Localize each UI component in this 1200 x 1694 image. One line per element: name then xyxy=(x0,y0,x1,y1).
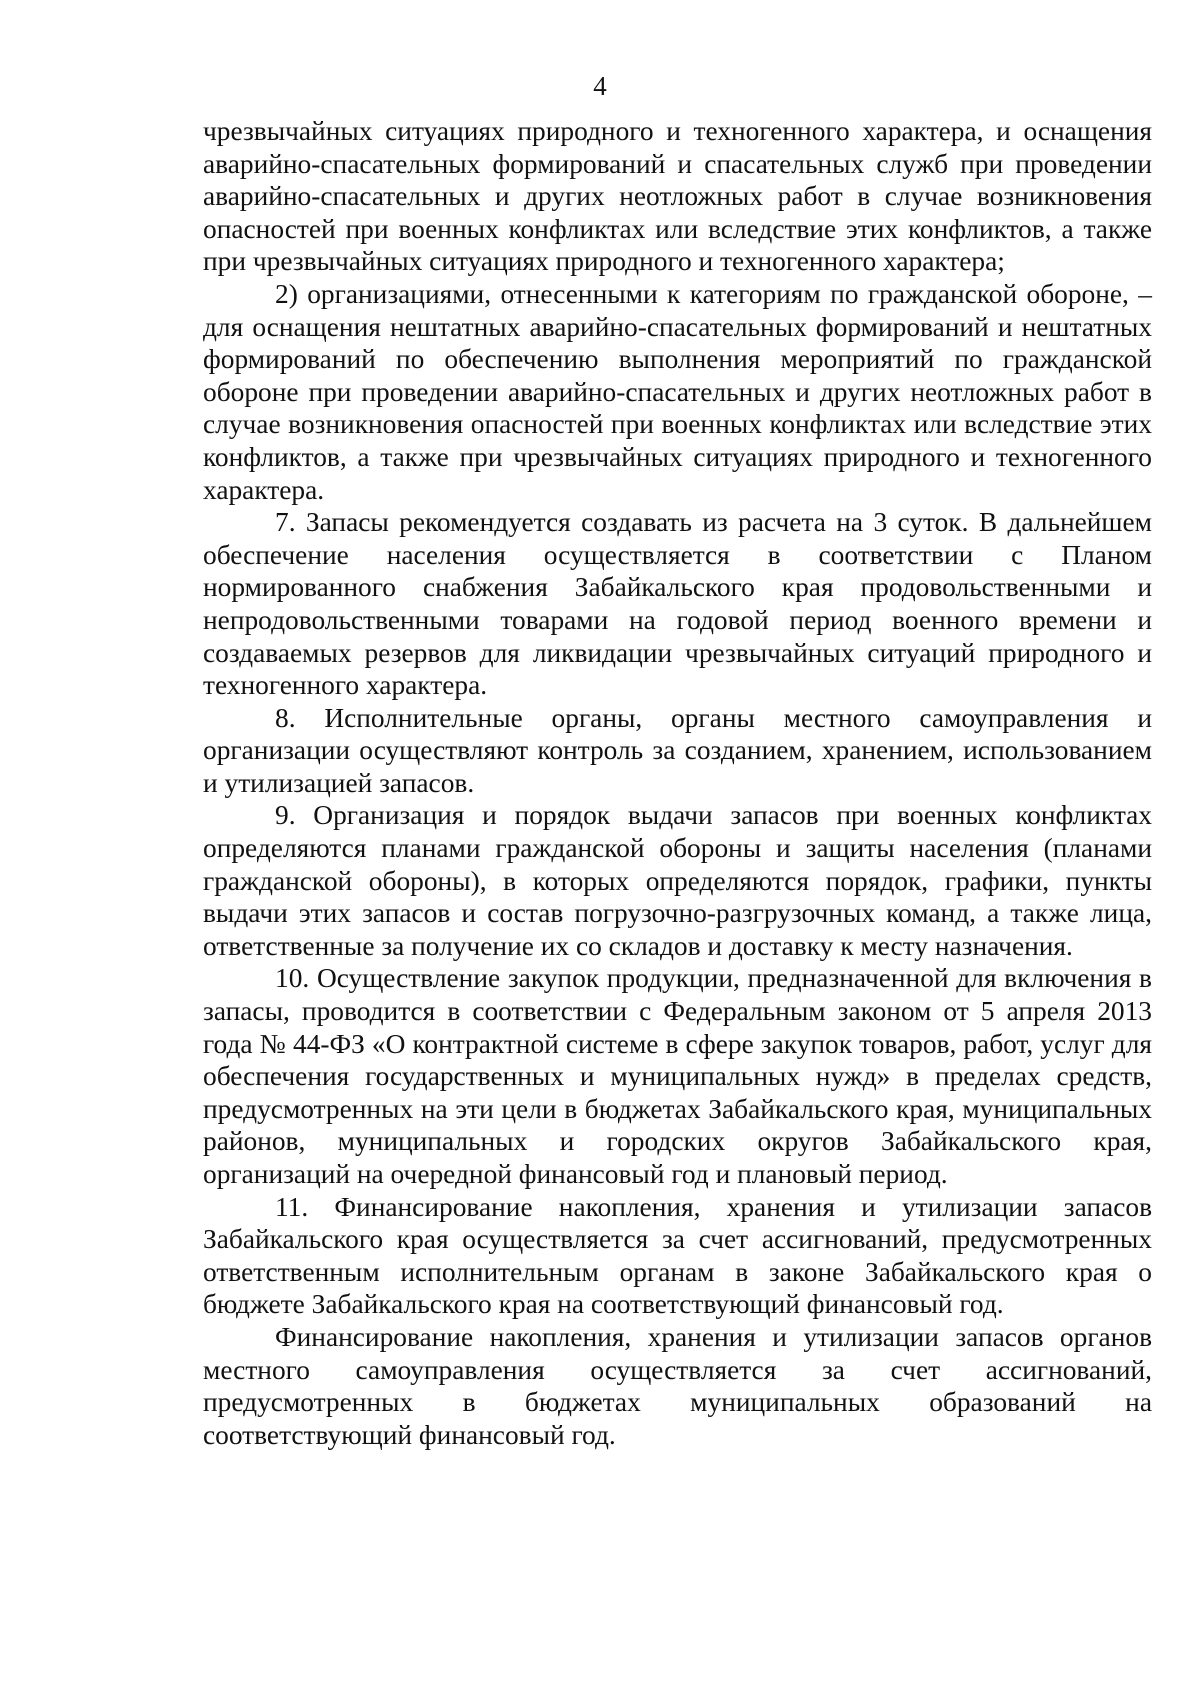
page-number: 4 xyxy=(593,71,607,101)
document-body xyxy=(203,115,1152,1451)
paragraph-item-7: 7. Запасы рекомендуется создавать из расчета на 3 суток. В дальнейшем обеспечение населения осуществляется в соответствии с Планом нормированного снабжения Забайкальского края продовольственными и непродовольственными товарами на годовой период военного времени и создаваемых резервов для ликвидации чрезвычайных ситуаций природного и техногенного характера. xyxy=(203,507,1152,701)
paragraph-item-10: 10. Осуществление закупок продукции, предназначенной для включения в запасы, проводится в соответствии с Федеральным законом от 5 апреля 2013 года № 44-ФЗ «О контрактной системе в сфере закупок товаров, работ, услуг для обеспечения государственных и муниципальных нужд» в пределах средств, предусмотренных на эти цели в бюджетах Забайкальского края, муниципальных районов, муниципальных и городских округов Забайкальского края, организаций на очередной финансовый год и плановый период. xyxy=(203,963,1152,1189)
paragraph-item-9: 9. Организация и порядок выдачи запасов при военных конфликтах определяются планами гражданской обороны и защиты населения (планами гражданской обороны), в которых определяются порядок, графики, пункты выдачи этих запасов и состав погрузочно-разгрузочных команд, а также лица, ответственные за получение их со складов и доставку к месту назначения. xyxy=(203,800,1152,961)
paragraph-financing-local: Финансирование накопления, хранения и утилизации запасов органов местного самоуправления осуществляется за счет ассигнований, предусмотренных в бюджетах муниципальных образований на соответствующий финансовый год. xyxy=(203,1321,1152,1450)
paragraph-continuation: чрезвычайных ситуациях природного и техногенного характера, и оснащения аварийно-спасательных формирований и спасательных служб при проведении аварийно-спасательных и других неотложных работ в случае возникновения опасностей при военных конфликтах или вследствие этих конфликтов, а также при чрезвычайных ситуациях природного и техногенного характера; xyxy=(203,116,1152,277)
paragraph-item-11: 11. Финансирование накопления, хранения и утилизации запасов Забайкальского края осуществляется за счет ассигнований, предусмотренных ответственным исполнительным органам в законе Забайкальского края о бюджете Забайкальского края на соответствующий финансовый год. xyxy=(203,1191,1152,1320)
paragraph-item-8: 8. Исполнительные органы, органы местного самоуправления и организации осуществляют контроль за созданием, хранением, использованием и утилизацией запасов. xyxy=(203,702,1152,798)
paragraph-item-2: 2) организациями, отнесенными к категориям по гражданской обороне, – для оснащения нештатных аварийно-спасательных формирований и нештатных формирований по обеспечению выполнения мероприятий по гражданской обороне при проведении аварийно-спасательных и других неотложных работ в случае возникновения опасностей при военных конфликтах или вследствие этих конфликтов, а также при чрезвычайных ситуациях природного и техногенного характера. xyxy=(203,278,1152,505)
